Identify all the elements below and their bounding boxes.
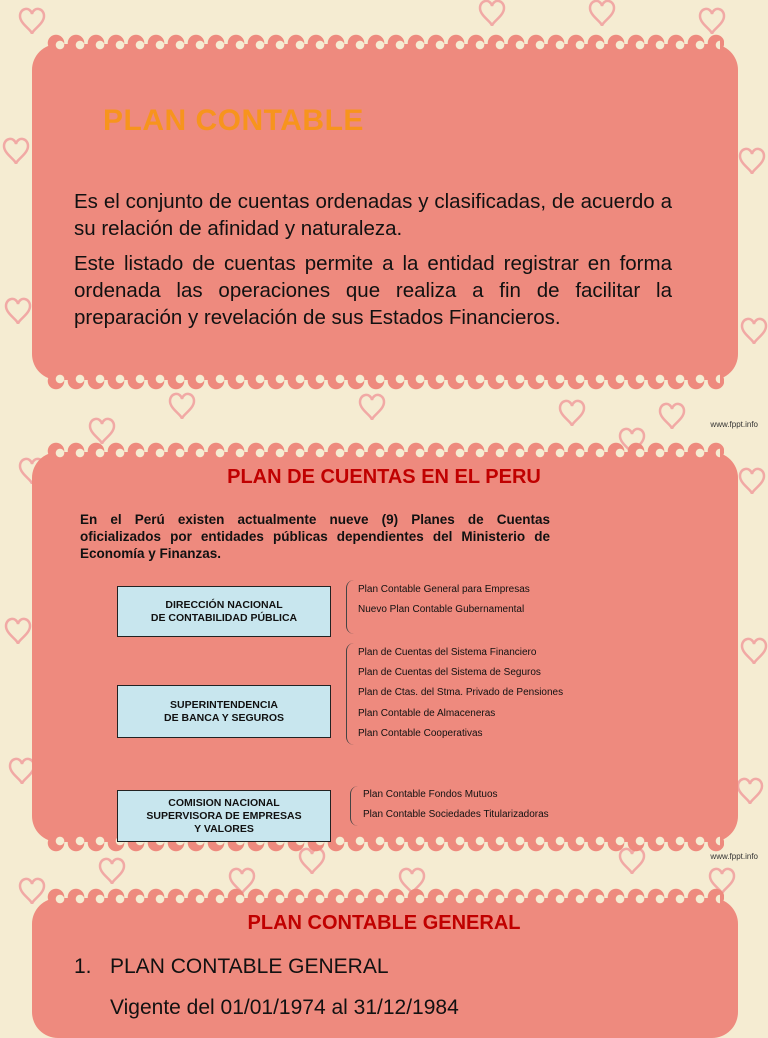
entity-box-sbs [117, 685, 331, 738]
slide2-intro: En el Perú existen actualmente nueve (9) Planes de Cuentas oficializados por entidades públicas dependientes del Ministerio de Economía y Finanzas. [80, 512, 550, 561]
slide3-detail: Vigente del 01/01/1974 al 31/12/1984 [110, 996, 459, 1019]
entity-box-conasev [117, 790, 331, 842]
plan-item: Nuevo Plan Contable Gubernamental [358, 604, 525, 616]
entity-line: Y VALORES [194, 822, 254, 835]
plan-item: Plan de Ctas. del Stma. Privado de Pensiones [358, 687, 564, 699]
slide3-title: PLAN CONTABLE GENERAL [247, 912, 521, 934]
brace-dncp [346, 580, 355, 634]
slide1-paragraph2: Este listado de cuentas permite a la entidad registrar en forma ordenada las operaciones que realiza a fin de facilitar la preparación y revelación de sus Estados Financieros. [74, 252, 672, 329]
entity-line: COMISION NACIONAL [168, 796, 280, 809]
entity-line: SUPERINTENDENCIA [170, 698, 278, 711]
plan-item: Plan Contable Fondos Mutuos [363, 789, 498, 800]
slide2-title: PLAN DE CUENTAS EN EL PERU [227, 466, 541, 488]
plan-item: Plan de Cuentas del Sistema de Seguros [358, 667, 541, 679]
slide1-body [74, 188, 672, 339]
brace-sbs [346, 643, 355, 745]
plan-item: Plan Contable Sociedades Titularizadoras [363, 809, 549, 821]
entity-line: SUPERVISORA DE EMPRESAS [146, 809, 302, 822]
plan-list-conasev [363, 785, 549, 825]
entity-box-dncp [117, 586, 331, 637]
plan-list-sbs [358, 643, 563, 744]
slide1-watermark: www.fppt.info [710, 420, 758, 429]
entity-line: DE BANCA Y SEGUROS [164, 711, 284, 724]
brace-conasev [350, 786, 359, 826]
entity-line: DE CONTABILIDAD PÚBLICA [150, 611, 298, 624]
slide2-watermark: www.fppt.info [710, 852, 758, 861]
slide1-paragraph1: Es el conjunto de cuentas ordenadas y clasificadas, de acuerdo a su relación de afinidad y naturaleza. [74, 190, 672, 240]
plan-item: Plan Contable de Almaceneras [358, 707, 496, 719]
list-text: PLAN CONTABLE GENERAL [110, 955, 389, 978]
list-number: 1. [74, 955, 92, 978]
slide1-title: PLAN CONTABLE [103, 104, 364, 137]
entity-line: DIRECCIÓN NACIONAL [165, 598, 283, 611]
plan-list-dncp [358, 580, 530, 620]
plan-item: Plan de Cuentas del Sistema Financiero [358, 647, 537, 658]
plan-item: Plan Contable Cooperativas [358, 727, 483, 739]
slide3-list-item [74, 955, 389, 979]
plan-item: Plan Contable General para Empresas [358, 584, 530, 595]
